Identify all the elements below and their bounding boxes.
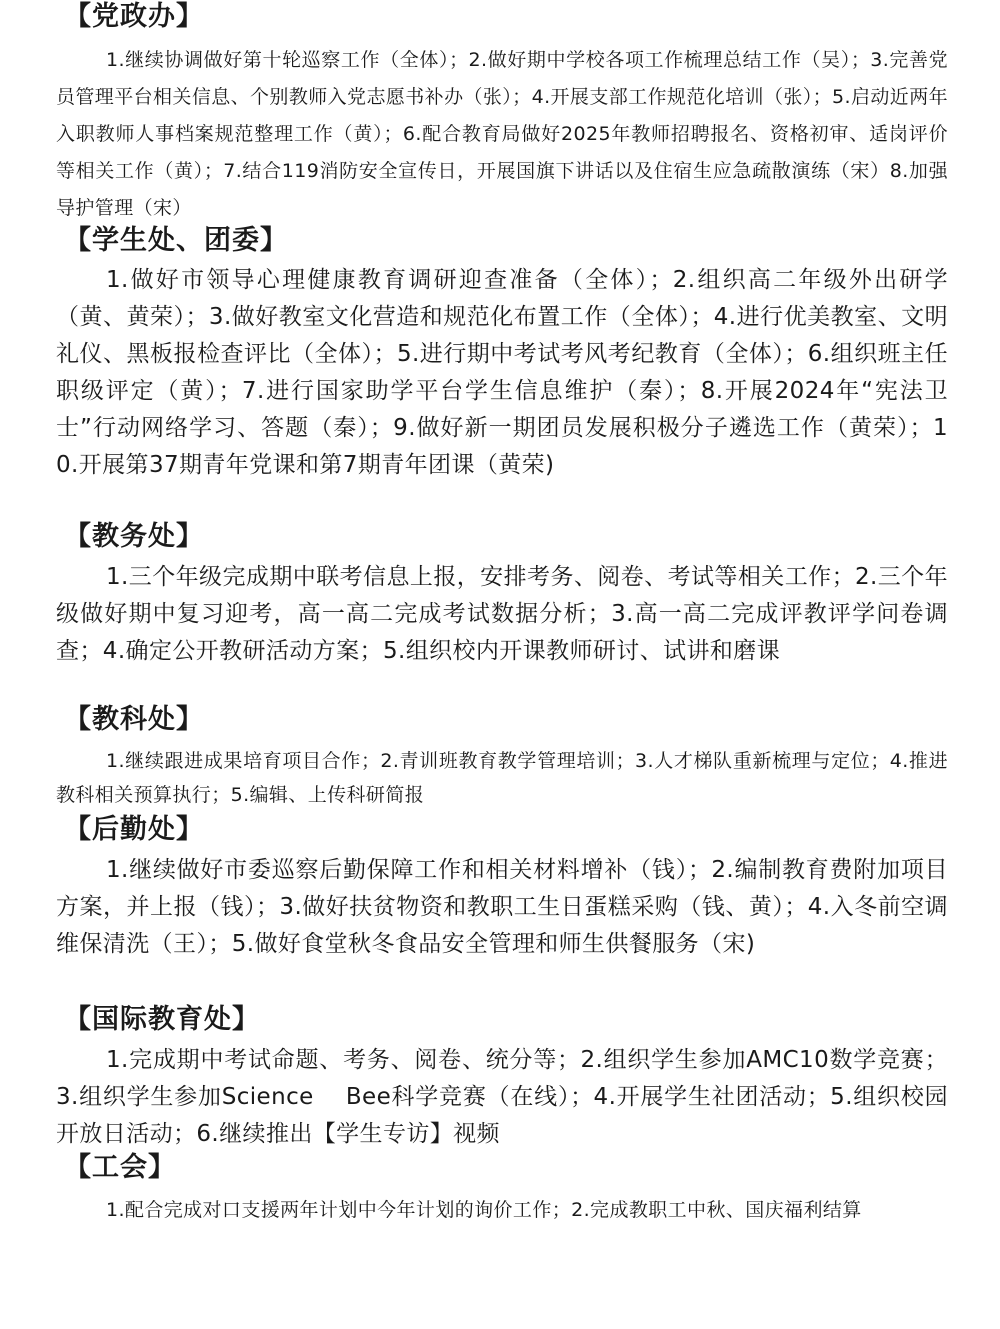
section-body: 1.继续做好市委巡察后勤保障工作和相关材料增补（钱）；2.编制教育费附加项目方案，并上报（钱）；3.做好扶贫物资和教职工生日蛋糕采购（钱、黄）；4.入冬前空调维保清洗（王）；5.做好食堂秋冬食品安全管理和师生供餐服务（宋)	[56, 857, 948, 957]
section-trade-union	[56, 1151, 948, 1228]
section-body: 1.完成期中考试命题、考务、阅卷、统分等；2.组织学生参加AMC10数学竞赛；3.组织学生参加Science Bee科学竞赛（在线）；4.开展学生社团活动；5.组织校园开放日活动；6.继续推出【学生专访】视频	[56, 1047, 948, 1147]
section-heading: 【党政办】	[64, 1, 204, 32]
section-student-affairs	[56, 224, 948, 484]
section-party-office	[56, 0, 948, 227]
section-academic-affairs	[56, 520, 948, 670]
section-heading: 【学生处、团委】	[64, 225, 288, 256]
section-heading: 【教务处】	[64, 521, 204, 552]
section-international-education	[56, 1003, 948, 1153]
section-logistics	[56, 813, 948, 963]
section-heading: 【教科处】	[64, 704, 204, 735]
section-body: 1.继续协调做好第十轮巡察工作（全体）；2.做好期中学校各项工作梳理总结工作（吴）；3.完善党员管理平台相关信息、个别教师入党志愿书补办（张）；4.开展支部工作规范化培训（张）；5.启动近两年入职教师人事档案规范整理工作（黄）；6.配合教育局做好2025年教师招聘报名、资格初审、适岗评价等相关工作（黄）；7.结合119消防安全宣传日，开展国旗下讲话以及住宿生应急疏散演练（宋）8.加强导护管理（宋）	[56, 49, 948, 219]
section-heading: 【工会】	[64, 1152, 176, 1183]
section-body: 1.三个年级完成期中联考信息上报，安排考务、阅卷、考试等相关工作；2.三个年级做好期中复习迎考，高一高二完成考试数据分析；3.高一高二完成评教评学问卷调查；4.确定公开教研活动方案；5.组织校内开课教师研讨、试讲和磨课	[56, 564, 948, 664]
section-body: 1.配合完成对口支援两年计划中今年计划的询价工作；2.完成教职工中秋、国庆福利结算	[106, 1199, 862, 1221]
section-heading: 【国际教育处】	[64, 1004, 260, 1035]
section-body: 1.继续跟进成果培育项目合作；2.青训班教育教学管理培训；3.人才梯队重新梳理与定位；4.推进教科相关预算执行；5.编辑、上传科研简报	[56, 750, 948, 806]
section-body: 1.做好市领导心理健康教育调研迎查准备（全体）；2.组织高二年级外出研学（黄、黄荣）；3.做好教室文化营造和规范化布置工作（全体）；4.进行优美教室、文明礼仪、黑板报检查评比（全体）；5.进行期中考试考风考纪教育（全体）；6.组织班主任职级评定（黄）；7.进行国家助学平台学生信息维护（秦）；8.开展2024年“宪法卫士”行动网络学习、答题（秦）；9.做好新一期团员发展积极分子遴选工作（黄荣）；10.开展第37期青年党课和第7期青年团课（黄荣)	[56, 267, 948, 478]
section-heading: 【后勤处】	[64, 814, 204, 845]
section-research-office	[56, 703, 948, 812]
